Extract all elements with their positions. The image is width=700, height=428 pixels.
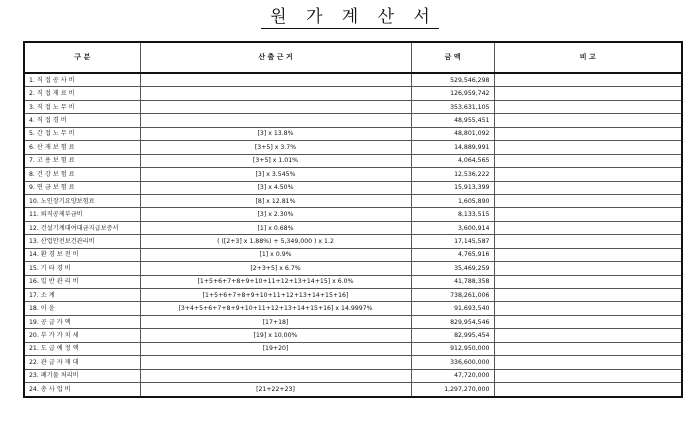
cell-basis	[140, 87, 411, 100]
cell-note	[494, 208, 682, 221]
cell-amount: 336,600,000	[411, 356, 494, 369]
cell-basis: [3+5] x 1.01%	[140, 154, 411, 167]
cell-basis: [21+22+23]	[140, 383, 411, 397]
header-note: 비 고	[494, 42, 682, 73]
table-row	[24, 221, 682, 234]
cell-basis: [19] x 10.00%	[140, 329, 411, 342]
cell-amount: 126,959,742	[411, 87, 494, 100]
cell-item: 5. 간 접 노 무 비	[24, 127, 140, 140]
cell-amount: 12,536,222	[411, 168, 494, 181]
header-basis: 산 출 근 거	[140, 42, 411, 73]
cell-note	[494, 154, 682, 167]
cell-note	[494, 275, 682, 288]
cell-note	[494, 329, 682, 342]
table-row	[24, 100, 682, 113]
cell-basis	[140, 369, 411, 382]
table-row	[24, 181, 682, 194]
cell-amount: 8,133,515	[411, 208, 494, 221]
cell-item: 21. 도 급 예 정 액	[24, 342, 140, 355]
cell-basis: [2+3+5] x 6.7%	[140, 262, 411, 275]
header-item: 구 분	[24, 42, 140, 73]
cell-note	[494, 342, 682, 355]
cell-item: 18. 이 윤	[24, 302, 140, 315]
cell-note	[494, 289, 682, 302]
cell-amount: 912,950,000	[411, 342, 494, 355]
cell-note	[494, 100, 682, 113]
cell-item: 17. 소 계	[24, 289, 140, 302]
table-row	[24, 383, 682, 397]
cell-note	[494, 87, 682, 100]
cell-item: 10. 노인장기요양보험료	[24, 194, 140, 207]
cell-note	[494, 194, 682, 207]
cell-note	[494, 181, 682, 194]
cell-item: 16. 일 반 관 리 비	[24, 275, 140, 288]
cell-item: 15. 기 타 경 비	[24, 262, 140, 275]
cell-basis: [1] x 0.9%	[140, 248, 411, 261]
cell-item: 8. 건 강 보 험 료	[24, 168, 140, 181]
cell-amount: 1,605,890	[411, 194, 494, 207]
table-row	[24, 141, 682, 154]
cell-note	[494, 168, 682, 181]
document-title	[0, 7, 700, 29]
cell-item: 19. 공 급 가 액	[24, 315, 140, 328]
cell-basis	[140, 356, 411, 369]
table-row	[24, 154, 682, 167]
table-row	[24, 262, 682, 275]
cell-basis: [3] x 4.50%	[140, 181, 411, 194]
cell-amount: 3,600,914	[411, 221, 494, 234]
cell-amount: 91,693,540	[411, 302, 494, 315]
cell-note	[494, 127, 682, 140]
table-row	[24, 289, 682, 302]
cell-item: 23. 폐기물 처리비	[24, 369, 140, 382]
cell-amount: 14,889,991	[411, 141, 494, 154]
cell-note	[494, 356, 682, 369]
cell-amount: 41,788,358	[411, 275, 494, 288]
cell-basis: [17+18]	[140, 315, 411, 328]
document-title-text: 원 가 계 산 서	[261, 8, 439, 29]
cell-item: 1. 직 접 공 사 비	[24, 73, 140, 87]
cell-item: 2. 직 접 재 료 비	[24, 87, 140, 100]
cell-basis: [19+20]	[140, 342, 411, 355]
cell-amount: 15,913,399	[411, 181, 494, 194]
cell-item: 6. 산 재 보 험 료	[24, 141, 140, 154]
table-row	[24, 114, 682, 127]
header-amount: 금 액	[411, 42, 494, 73]
cell-basis: ( ([2+3] x 1.88%) + 5,349,000 ) x 1.2	[140, 235, 411, 248]
cell-note	[494, 248, 682, 261]
cell-amount: 48,955,451	[411, 114, 494, 127]
cell-basis: [3] x 3.545%	[140, 168, 411, 181]
cell-basis: [8] x 12.81%	[140, 194, 411, 207]
cell-amount: 17,145,587	[411, 235, 494, 248]
cell-item: 14. 환 경 보 전 비	[24, 248, 140, 261]
table-row	[24, 342, 682, 355]
cell-basis	[140, 114, 411, 127]
cell-item: 20. 부 가 가 치 세	[24, 329, 140, 342]
table-row	[24, 302, 682, 315]
cell-item: 13. 산업안전보건관리비	[24, 235, 140, 248]
cell-item: 7. 고 용 보 험 료	[24, 154, 140, 167]
cell-basis	[140, 100, 411, 113]
cell-note	[494, 141, 682, 154]
table-row	[24, 369, 682, 382]
cell-item: 9. 연 금 보 험 료	[24, 181, 140, 194]
cell-basis: [3] x 13.8%	[140, 127, 411, 140]
table-row	[24, 329, 682, 342]
table-row	[24, 275, 682, 288]
table-row	[24, 168, 682, 181]
cell-amount: 4,064,565	[411, 154, 494, 167]
cell-note	[494, 262, 682, 275]
cell-basis: [1] x 0.68%	[140, 221, 411, 234]
cell-basis: [1+5+6+7+8+9+10+11+12+13+14+15+16]	[140, 289, 411, 302]
cost-calculation-table	[23, 41, 683, 398]
cell-item: 11. 퇴직공제부금비	[24, 208, 140, 221]
cell-note	[494, 114, 682, 127]
table-row	[24, 235, 682, 248]
cell-amount: 738,261,006	[411, 289, 494, 302]
table-row	[24, 127, 682, 140]
cell-amount: 47,720,000	[411, 369, 494, 382]
cell-basis: [3+4+5+6+7+8+9+10+11+12+13+14+15+16] x 14.9997%	[140, 302, 411, 315]
cell-item: 4. 직 접 경 비	[24, 114, 140, 127]
cell-note	[494, 302, 682, 315]
cell-item: 12. 건설기계대여대금지급보증서	[24, 221, 140, 234]
cell-basis: [3+5] x 3.7%	[140, 141, 411, 154]
cell-note	[494, 221, 682, 234]
cell-amount: 35,469,259	[411, 262, 494, 275]
table-row	[24, 356, 682, 369]
table-row	[24, 87, 682, 100]
cell-note	[494, 383, 682, 397]
cell-basis: [1+5+6+7+8+9+10+11+12+13+14+15] x 6.0%	[140, 275, 411, 288]
table-row	[24, 248, 682, 261]
table-header-row	[24, 42, 682, 73]
cell-item: 3. 직 접 노 무 비	[24, 100, 140, 113]
table-row	[24, 208, 682, 221]
cell-note	[494, 369, 682, 382]
table-row	[24, 315, 682, 328]
cell-amount: 4,765,916	[411, 248, 494, 261]
table-row	[24, 194, 682, 207]
table-row	[24, 73, 682, 87]
cell-amount: 529,546,298	[411, 73, 494, 87]
cell-amount: 353,631,105	[411, 100, 494, 113]
cell-amount: 48,801,092	[411, 127, 494, 140]
cell-amount: 82,995,454	[411, 329, 494, 342]
cell-note	[494, 73, 682, 87]
cell-amount: 829,954,546	[411, 315, 494, 328]
cell-note	[494, 315, 682, 328]
cell-note	[494, 235, 682, 248]
cell-item: 22. 관 급 자 재 대	[24, 356, 140, 369]
cell-basis: [3] x 2.30%	[140, 208, 411, 221]
cell-basis	[140, 73, 411, 87]
cell-item: 24. 총 사 업 비	[24, 383, 140, 397]
cell-amount: 1,297,270,000	[411, 383, 494, 397]
